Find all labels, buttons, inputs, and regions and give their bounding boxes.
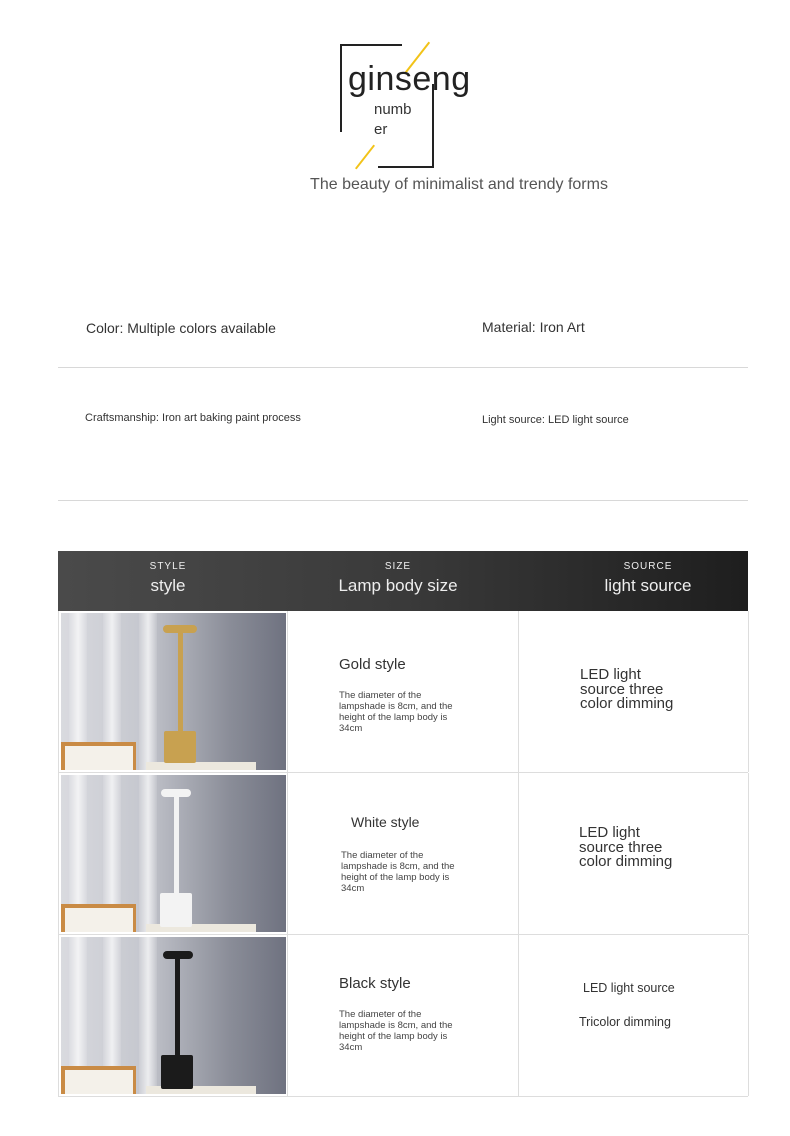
header-style-label: style	[150, 576, 186, 595]
style-name: Gold style	[339, 656, 406, 673]
tagline: The beauty of minimalist and trendy forms	[310, 176, 608, 193]
product-photo-cell	[59, 773, 288, 934]
header-size-caption: SIZE	[384, 561, 412, 572]
header-source-caption: SOURCE	[623, 561, 673, 572]
calendar-prop	[61, 1066, 136, 1094]
logo-brand-text: ginseng	[348, 60, 471, 98]
logo-sub-text: numb er	[374, 101, 412, 138]
table-header	[58, 551, 748, 611]
lamp-pole	[175, 957, 180, 1055]
style-description: The diameter of the lampshade is 8cm, and the height of the lamp body is 34cm	[339, 1009, 453, 1053]
product-table	[58, 551, 748, 1097]
product-photo-black	[61, 937, 286, 1094]
style-description: The diameter of the lampshade is 8cm, and the height of the lamp body is 34cm	[339, 690, 453, 734]
divider	[58, 500, 748, 501]
lamp-pole	[178, 631, 183, 731]
table-row	[59, 773, 748, 935]
calendar-prop	[61, 904, 136, 932]
style-name: Black style	[339, 975, 411, 992]
lamp-pole	[174, 795, 179, 893]
size-cell	[288, 773, 519, 934]
product-photo-cell	[59, 935, 288, 1096]
table-row	[59, 935, 748, 1097]
style-description: The diameter of the lampshade is 8cm, and the height of the lamp body is 34cm	[341, 850, 455, 894]
light-source-text: LED light source three color dimming	[579, 824, 673, 870]
header-source	[578, 551, 718, 611]
lamp-base	[160, 893, 192, 927]
calendar-prop	[61, 742, 136, 770]
light-source-line2: Tricolor dimming	[579, 1015, 671, 1029]
size-cell	[288, 611, 519, 772]
book-prop	[146, 762, 256, 770]
product-photo-cell	[59, 611, 288, 772]
product-photo-gold	[61, 613, 286, 770]
header-size-label: Lamp body size	[338, 576, 458, 595]
lamp-base	[164, 731, 196, 763]
source-cell	[519, 611, 749, 772]
spec-craftsmanship: Craftsmanship: Iron art baking paint process	[85, 412, 301, 424]
header-style-caption: STYLE	[149, 561, 187, 572]
divider	[58, 367, 748, 368]
style-name: White style	[351, 814, 420, 830]
light-source-text: LED light source three color dimming	[580, 666, 674, 712]
table-row	[59, 611, 748, 773]
header-style	[98, 551, 238, 611]
spec-light-source: Light source: LED light source	[482, 414, 629, 426]
source-cell	[519, 773, 749, 934]
brand-logo	[330, 38, 480, 173]
logo-accent-stroke	[355, 145, 375, 170]
spec-material: Material: Iron Art	[482, 319, 585, 335]
header-size	[328, 551, 468, 611]
product-photo-white	[61, 775, 286, 932]
light-source-line1: LED light source	[583, 981, 675, 995]
header-source-label: light source	[604, 576, 692, 595]
spec-color: Color: Multiple colors available	[86, 320, 276, 336]
lamp-base	[161, 1055, 193, 1089]
source-cell	[519, 935, 749, 1096]
size-cell	[288, 935, 519, 1096]
